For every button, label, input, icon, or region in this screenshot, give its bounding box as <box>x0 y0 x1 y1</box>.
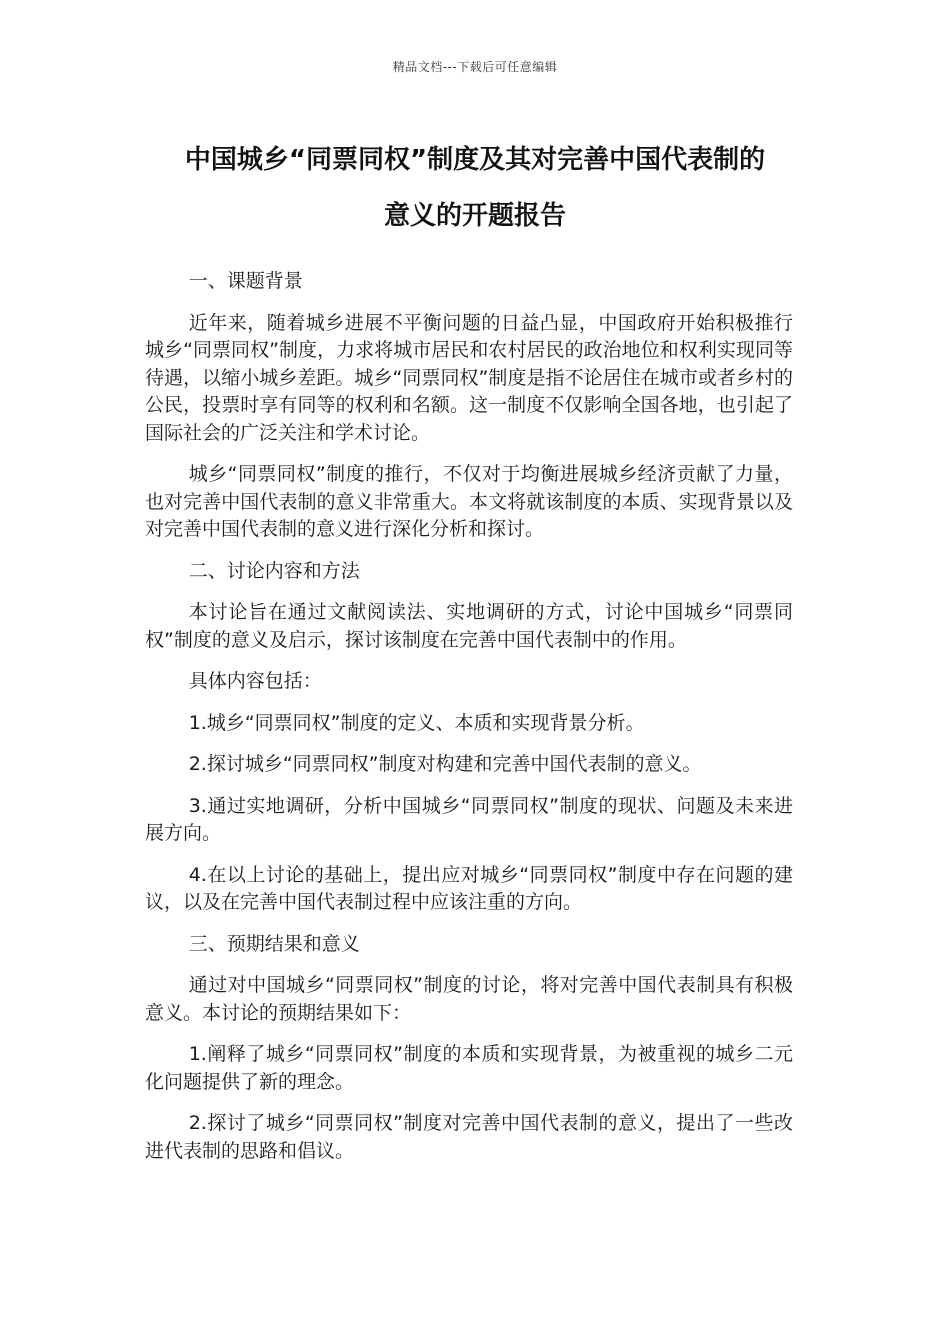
list-item: 3.通过实地调研，分析中国城乡“同票同权”制度的现状、问题及未来进展方向。 <box>145 794 793 844</box>
section-heading-content-method: 二、讨论内容和方法 <box>188 559 360 582</box>
document-title <box>130 132 820 244</box>
list-item: 2.探讨了城乡“同票同权”制度对完善中国代表制的意义，提出了一些改进代表制的思路和倡议。 <box>145 1112 793 1162</box>
paragraph: 本讨论旨在通过文献阅读法、实地调研的方式，讨论中国城乡“同票同权”制度的意义及启示，探讨该制度在完善中国代表制中的作用。 <box>145 601 793 651</box>
title-line-2: 意义的开题报告 <box>383 201 566 231</box>
section-heading-background: 一、课题背景 <box>188 270 303 292</box>
header-note: 精品文档---下载后可任意编辑 <box>392 60 558 74</box>
document-body <box>145 268 793 1179</box>
paragraph: 城乡“同票同权”制度的推行，不仅对于均衡进展城乡经济贡献了力量，也对完善中国代表制的意义非常重大。本文将就该制度的本质、实现背景以及对完善中国代表制的意义进行深化分析和探讨。 <box>145 463 793 540</box>
paragraph: 近年来，随着城乡进展不平衡问题的日益凸显，中国政府开始积极推行城乡“同票同权”制度，力求将城市居民和农村居民的政治地位和权利实现同等待遇，以缩小城乡差距。城乡“同票同权”制度是指不论居住在城市或者乡村的公民，投票时享有同等的权利和名额。这一制度不仅影响全国各地，也引起了国际社会的广泛关注和学术讨论。 <box>145 311 793 444</box>
paragraph: 具体内容包括： <box>188 670 322 692</box>
list-item: 1.城乡“同票同权”制度的定义、本质和实现背景分析。 <box>188 711 645 734</box>
list-item: 4.在以上讨论的基础上，提出应对城乡“同票同权”制度中存在问题的建议，以及在完善中国代表制过程中应该注重的方向。 <box>145 863 793 913</box>
list-item: 2.探讨城乡“同票同权”制度对构建和完善中国代表制的意义。 <box>188 753 702 775</box>
list-item: 1.阐释了城乡“同票同权”制度的本质和实现背景，为被重视的城乡二元化问题提供了新的理念。 <box>145 1043 793 1093</box>
title-line-1: 中国城乡“同票同权”制度及其对完善中国代表制的 <box>184 145 766 175</box>
section-heading-expected-results: 三、预期结果和意义 <box>188 932 360 955</box>
paragraph: 通过对中国城乡“同票同权”制度的讨论，将对完善中国代表制具有积极意义。本讨论的预期结果如下： <box>145 974 793 1024</box>
